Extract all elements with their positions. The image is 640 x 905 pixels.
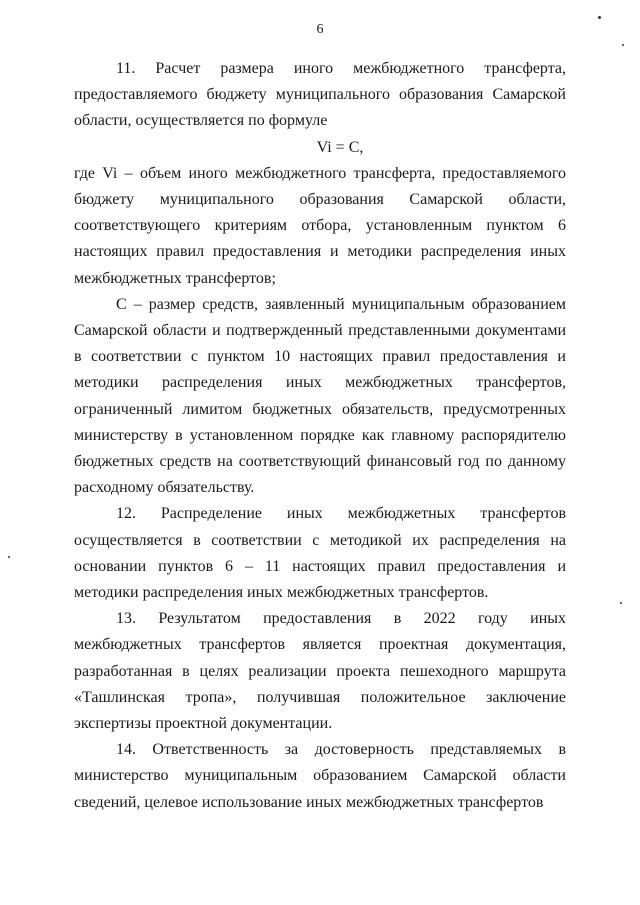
- scan-artifact-dot: [622, 44, 624, 46]
- scan-artifact-dot: [8, 556, 10, 558]
- paragraph-11: 11. Расчет размера иного межбюджетного трансферта, предоставляемого бюджету муниципального образования Самарской области, осуществляется по формуле: [74, 60, 566, 130]
- paragraph-where-vi: где Vi – объем иного межбюджетного трансферта, предоставляемого бюджету муниципального образования Самарской области, соответствующего критериям отбора, установленным пунктом 6 настоящих правил предоставления и методики распределения иных межбюджетных трансфертов;: [74, 164, 566, 287]
- formula: Vi = C,: [316, 138, 364, 156]
- paragraph-13: 13. Результатом предоставления в 2022 году иных межбюджетных трансфертов является проектная документация, разработанная в целях реализации проекта пешеходного маршрута «Ташлинская тропа», получившая положительное заключение экспертизы проектной документации.: [74, 610, 566, 733]
- paragraph-c-definition: С – размер средств, заявленный муниципальным образованием Самарской области и подтвержденный представленными документами в соответствии с пунктом 10 настоящих правил предоставления и методики распределения иных межбюджетных трансфертов, ограниченный лимитом бюджетных обязательств, предусмотренных министерству в установленном порядке как главному распорядителю бюджетных средств на соответствующий финансовый год по данному расходному обязательству.: [74, 295, 566, 497]
- paragraph-14: 14. Ответственность за достоверность представляемых в министерство муниципальным образованием Самарской области сведений, целевое использование иных межбюджетных трансфертов: [74, 741, 566, 811]
- paragraph-12: 12. Распределение иных межбюджетных трансфертов осуществляется в соответствии с методикой их распределения на основании пунктов 6 – 11 настоящих правил предоставления и методики распределения иных межбюджетных трансфертов.: [74, 505, 566, 602]
- scan-artifact-dot: [598, 16, 601, 19]
- page-number: 6: [316, 22, 324, 37]
- document-body: [74, 56, 566, 816]
- scan-artifact-dot: [620, 602, 622, 604]
